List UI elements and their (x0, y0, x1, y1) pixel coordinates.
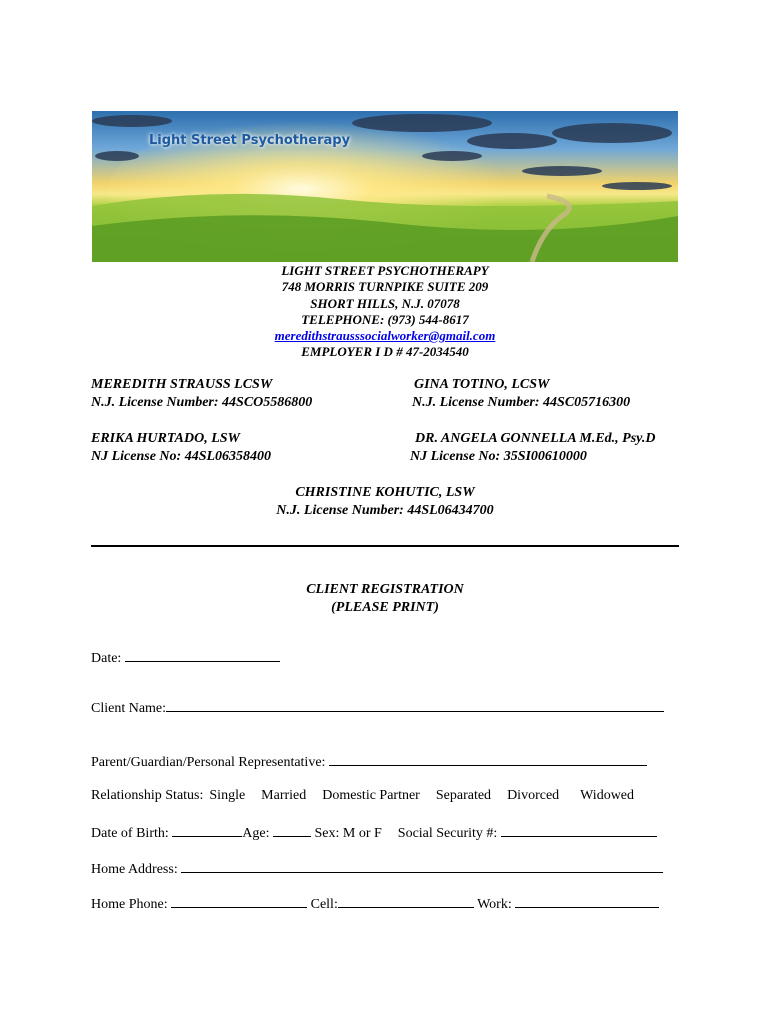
brand-logo-text: Light Street Psychotherapy (149, 133, 351, 148)
clinician-license: N.J. License Number: 44SL06434700 (276, 503, 494, 518)
dob-field[interactable] (172, 824, 242, 837)
home-phone-label: Home Phone: (91, 897, 172, 912)
relationship-option-single[interactable]: Single (209, 788, 246, 803)
clinician-license: NJ License No: 35SI00610000 (410, 449, 587, 464)
cell-label: Cell: (307, 897, 338, 912)
date-field[interactable] (125, 649, 280, 662)
practice-address-line2: SHORT HILLS, N.J. 07078 (310, 295, 460, 311)
clinician-name: MEREDITH STRAUSS LCSW (91, 377, 273, 392)
clinician-christine (0, 484, 770, 520)
work-phone-field[interactable] (515, 895, 659, 908)
divider-line (91, 545, 679, 547)
sex-label: Sex: M or F (310, 826, 382, 841)
home-phone-field[interactable] (171, 895, 307, 908)
clinician-meredith (91, 376, 312, 412)
header-banner-image (92, 111, 678, 262)
form-title-main: CLIENT REGISTRATION (306, 582, 464, 597)
relationship-option-widowed[interactable]: Widowed (580, 788, 635, 803)
clinician-license: NJ License No: 44SL06358400 (91, 449, 272, 464)
clinician-name: GINA TOTINO, LCSW (414, 377, 550, 392)
practice-name: LIGHT STREET PSYCHOTHERAPY (281, 263, 489, 278)
dob-label: Date of Birth: (91, 826, 173, 841)
client-name-row (91, 699, 664, 717)
date-row (91, 649, 280, 667)
work-label: Work: (473, 897, 516, 912)
client-name-field[interactable] (166, 699, 664, 712)
relationship-row (91, 788, 634, 804)
age-label: Age: (242, 826, 273, 841)
clinician-name: ERIKA HURTADO, LSW (91, 431, 240, 446)
relationship-option-married[interactable]: Married (261, 788, 307, 803)
clinician-license: N.J. License Number: 44SC05716300 (412, 395, 631, 410)
client-name-label: Client Name: (91, 701, 167, 716)
practice-header (0, 263, 770, 361)
relationship-option-divorced[interactable]: Divorced (507, 788, 560, 803)
practice-address-line1: 748 MORRIS TURNPIKE SUITE 209 (281, 279, 489, 295)
clinician-gina (412, 376, 630, 412)
clinician-angela (410, 430, 655, 466)
cell-phone-field[interactable] (338, 895, 474, 908)
phone-row (91, 895, 659, 913)
date-label: Date: (91, 651, 125, 666)
dob-row (91, 824, 657, 842)
relationship-label: Relationship Status: (91, 788, 204, 803)
clinician-name: DR. ANGELA GONNELLA M.Ed., Psy.D (415, 431, 656, 446)
email-link[interactable]: meredithstrausssocialworker@gmail.com (274, 328, 496, 344)
home-address-label: Home Address: (91, 862, 182, 877)
form-title (0, 581, 770, 617)
practice-telephone: TELEPHONE: (973) 544-8617 (301, 311, 469, 327)
clinician-erika (91, 430, 271, 466)
relationship-option-separated[interactable]: Separated (435, 788, 492, 803)
clinician-name: CHRISTINE KOHUTIC, LSW (295, 485, 475, 500)
home-address-row (91, 860, 663, 878)
guardian-row (91, 753, 647, 771)
guardian-label: Parent/Guardian/Personal Representative: (91, 755, 329, 770)
guardian-field[interactable] (329, 753, 647, 766)
relationship-option-domestic-partner[interactable]: Domestic Partner (322, 788, 420, 803)
employer-id: EMPLOYER I D # 47-2034540 (301, 344, 469, 360)
ssn-label: Social Security #: (397, 826, 501, 841)
clinician-license: N.J. License Number: 44SCO5586800 (91, 395, 313, 410)
home-address-field[interactable] (181, 860, 663, 873)
ssn-field[interactable] (501, 824, 657, 837)
age-field[interactable] (273, 824, 311, 837)
form-title-sub: (PLEASE PRINT) (331, 600, 439, 615)
